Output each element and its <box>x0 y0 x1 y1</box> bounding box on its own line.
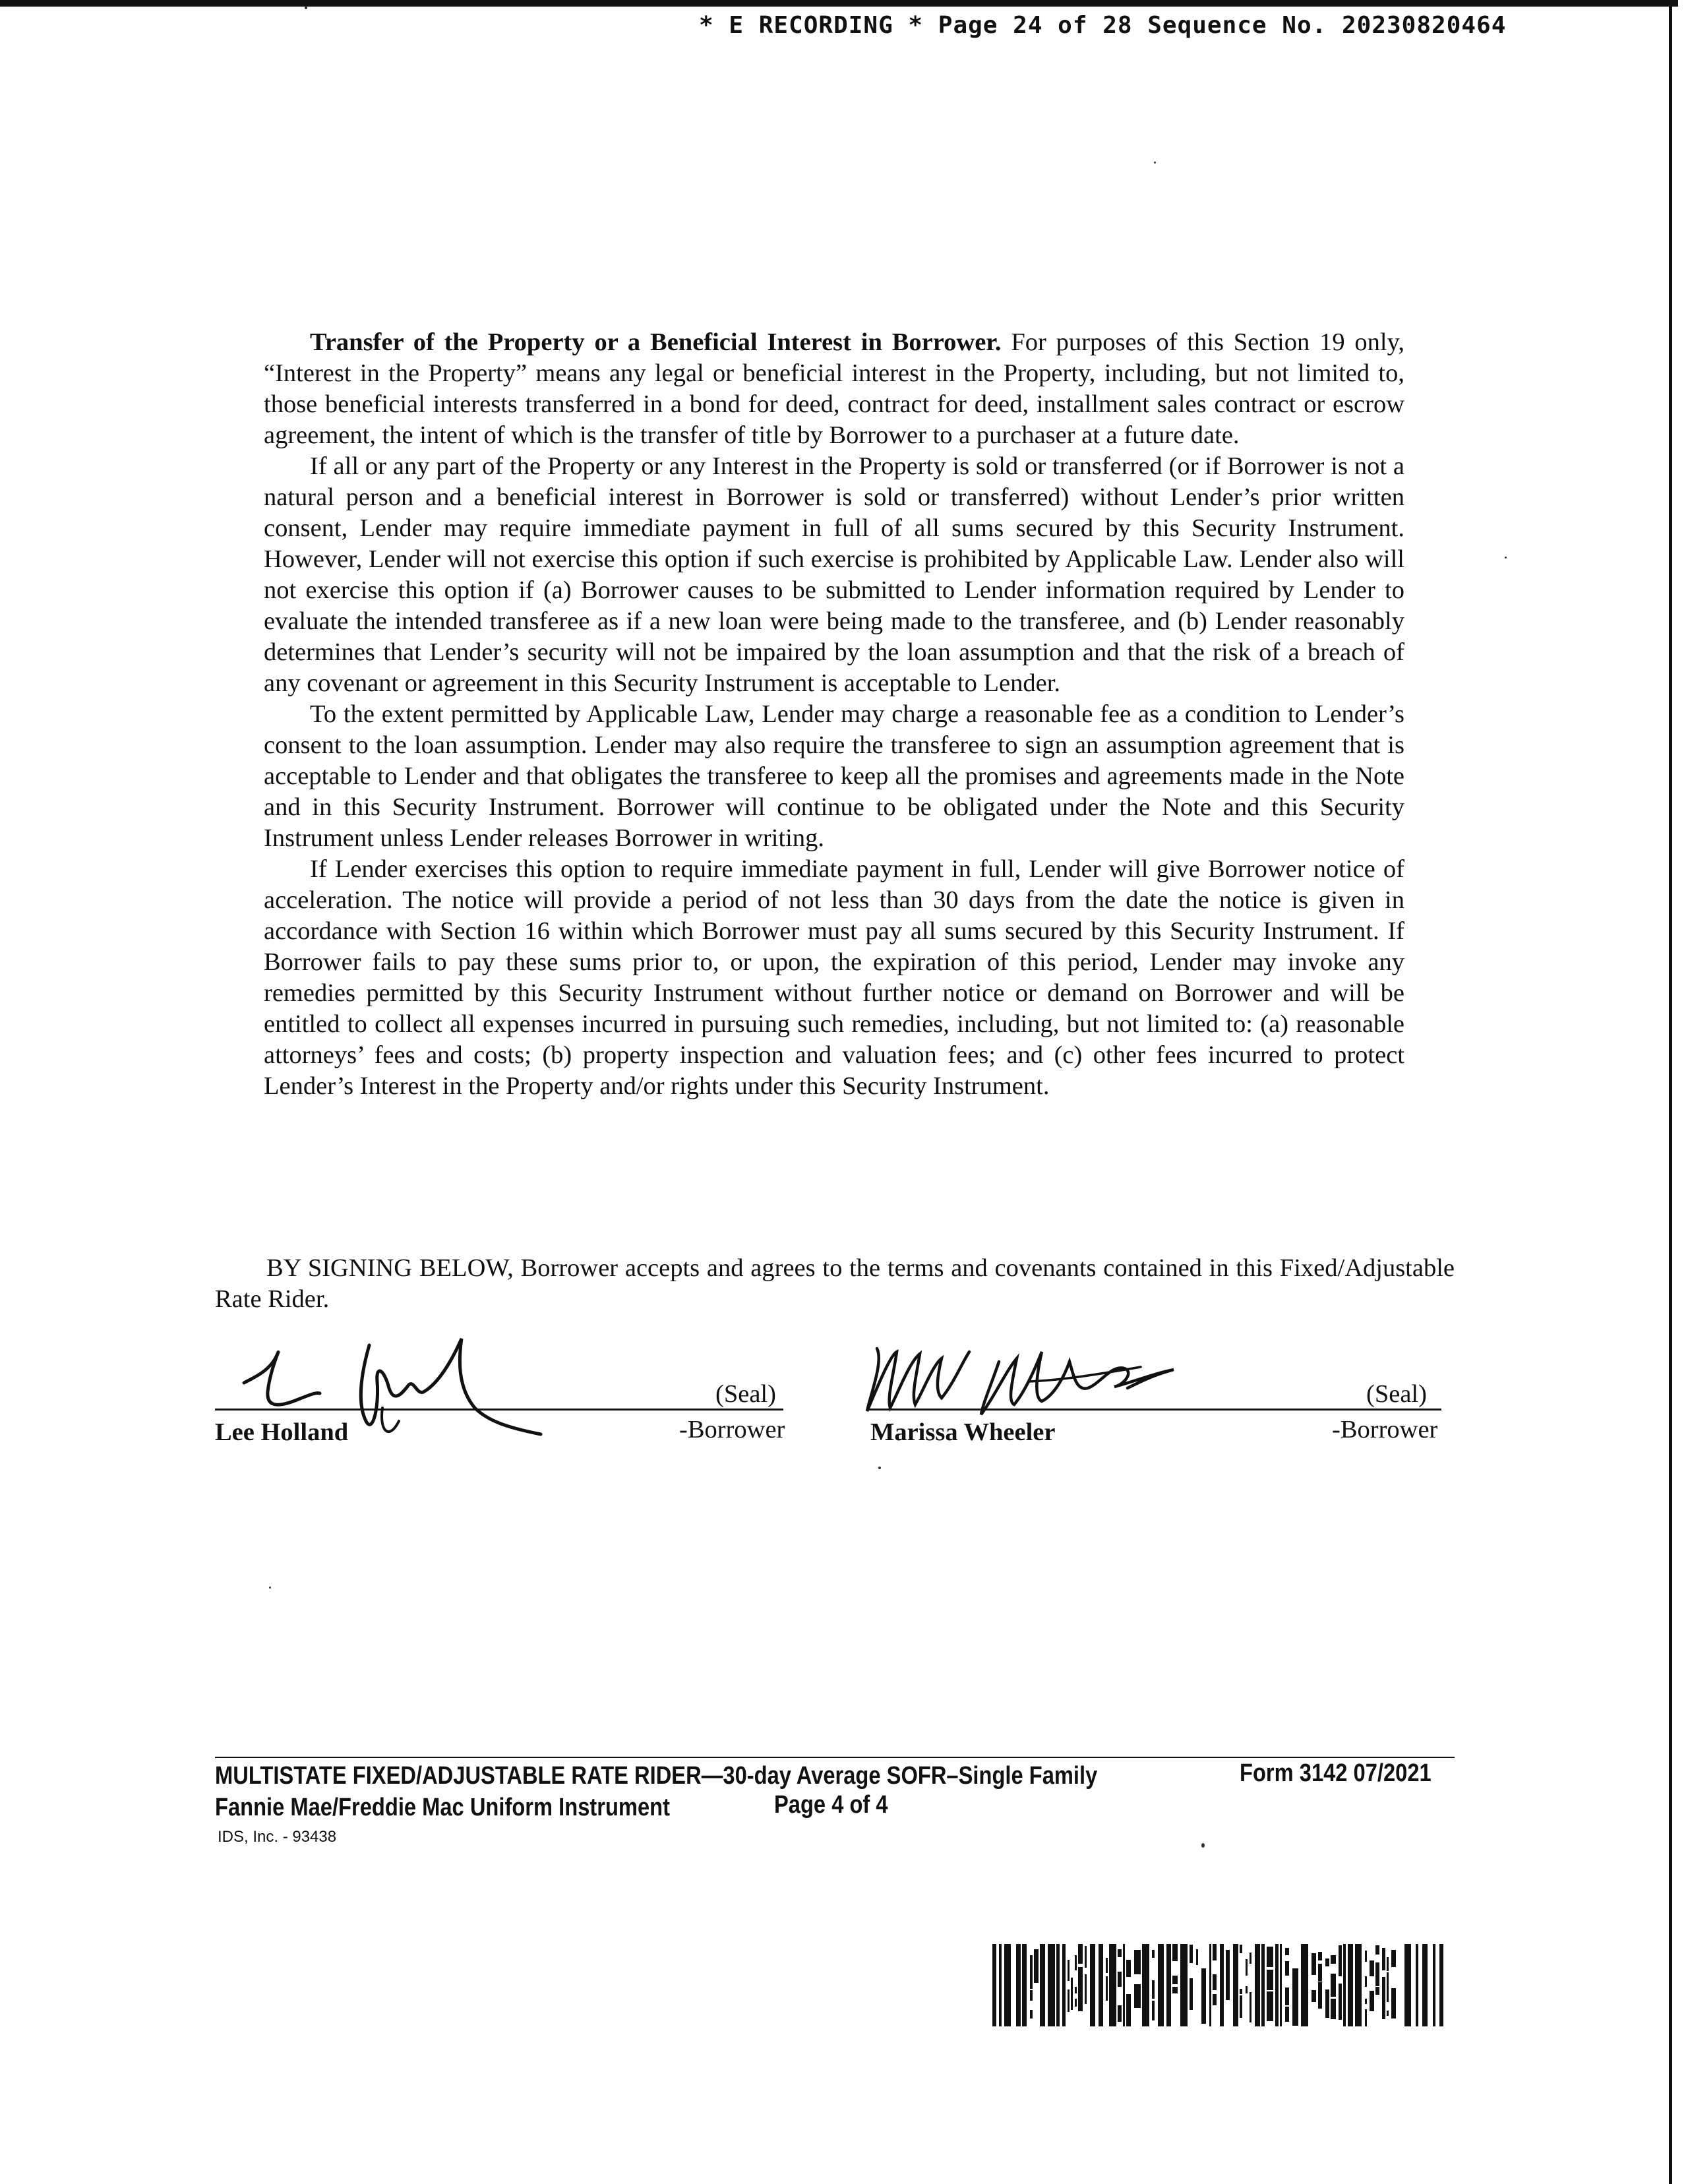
barcode-bar <box>1375 1987 1379 1995</box>
top-border-line <box>0 0 1678 7</box>
barcode-bar <box>1275 1944 1279 2026</box>
barcode-bar <box>1071 1981 1073 2002</box>
signature-line-2 <box>869 1409 1441 1410</box>
barcode-bar <box>1213 1994 1217 2005</box>
barcode-bar <box>1391 1950 1396 1967</box>
barcode-bar <box>1416 1944 1418 2026</box>
barcode-bar <box>1062 1944 1066 2026</box>
barcode-bar <box>1118 1972 1122 1987</box>
barcode-bar <box>1056 1944 1060 2026</box>
barcode-bar <box>1201 2005 1206 2024</box>
barcode-bar <box>1404 1944 1411 2026</box>
barcode-bar <box>1318 1971 1322 1982</box>
barcode-bar <box>1172 1976 1178 1981</box>
barcode-bar <box>1142 1944 1149 2026</box>
barcode-bar <box>1370 1991 1374 2007</box>
barcode-bar <box>1339 1957 1342 1976</box>
barcode-bar <box>1292 1971 1298 1993</box>
barcode-bar <box>1166 1944 1171 2026</box>
barcode-bar <box>1190 1947 1193 1957</box>
seal-label-2: (Seal) <box>1366 1380 1427 1408</box>
barcode-bar <box>1226 1980 1230 1989</box>
barcode-bar <box>1280 1944 1282 2026</box>
barcode-bar <box>1118 2005 1122 2022</box>
barcode-bar <box>1325 1958 1329 1966</box>
barcode-bar <box>1034 1960 1039 1983</box>
barcode-bar <box>1209 1944 1211 2026</box>
signature-line-1 <box>215 1409 783 1410</box>
barcode-bar <box>1085 1980 1087 1993</box>
barcode-bar <box>1240 1995 1242 2018</box>
barcode-bar <box>992 1944 996 2026</box>
barcode-bar <box>1172 1987 1178 1993</box>
paragraph-3: To the extent permitted by Applicable Law, Lender may charge a reasonable fee as a condition to Lender’s consent to the loan assumption. Lender may also require the transferee to sign an assumption agreement that is acceptable to Lender and that obligates the transferee to keep all the promises and agreements made in the Note and in this Security Instrument. Borrower will continue to be obligated under the Note and this Security Instrument unless Lender releases Borrower in writing. <box>264 700 1404 852</box>
barcode-bar <box>1213 1974 1217 1990</box>
paragraph-4: If Lender exercises this option to require immediate payment in full, Lender will give Borrower notice of acceleration. The notice will provide a period of not less than 30 days from the date the notice is given in accordance with Section 16 within which Borrower must pay all sums secured by this Security Instrument. If Borrower fails to pay these sums prior to, or upon, the expiration of this period, Lender may invoke any remedies permitted by this Security Instrument without further notice or demand on Borrower and will be entitled to collect all expenses incurred in pursuing such remedies, including, but not limited to: (a) reasonable attorneys’ fees and costs; (b) property inspection and valuation fees; and (c) other fees incurred to protect Lender’s Interest in the Property and/or rights under this Security Instrument. <box>264 855 1404 1100</box>
form-number: Form 3142 07/2021 <box>1240 1759 1432 1787</box>
barcode-bar <box>1233 1944 1238 2026</box>
signing-statement: BY SIGNING BELOW, Borrower accepts and agrees to the terms and covenants contained in this Fixed/Adjustable Rate Rider. <box>215 1254 1455 1313</box>
barcode-bar <box>1075 1955 1077 1960</box>
barcode-bar <box>1375 1974 1379 1983</box>
signer-name-2: Marissa Wheeler <box>870 1418 1056 1446</box>
barcode-bar <box>1075 1999 1077 2007</box>
barcode-bar <box>1030 1990 1033 2001</box>
recording-header: * E RECORDING * Page 24 of 28 Sequence No. 20230820464 <box>699 12 1507 39</box>
barcode-bar <box>1190 1991 1193 2010</box>
barcode-bar <box>1382 2007 1385 2019</box>
barcode-bar <box>1106 1958 1108 1973</box>
barcode-bar <box>1267 1947 1273 1967</box>
barcode-bar <box>1123 1944 1125 2026</box>
barcode-bar <box>1250 2005 1251 2022</box>
barcode-bar <box>1348 1944 1353 2026</box>
barcode-bar <box>1382 1991 1385 2010</box>
barcode-bar <box>1339 2003 1342 2020</box>
barcode-bar <box>1071 1978 1073 1984</box>
barcode-bar <box>1285 1948 1289 1955</box>
paragraph-1-text: For purposes of this Section 19 only, “Interest in the Property” means any legal or beneficial interest in the Property, including, but not limited to, those beneficial interests transferred in a bond for deed, contract for deed, installment sales contract or escrow agreement, the intent of which is the transfer of title by Borrower to a purchaser at a future date. <box>264 328 1405 449</box>
barcode-bar <box>1285 2007 1289 2022</box>
barcode-bar <box>1030 1955 1033 1980</box>
barcode-bar <box>1267 2013 1273 2020</box>
barcode-bar <box>1267 1976 1273 1990</box>
barcode-bar <box>1387 1961 1389 1969</box>
barcode-bar <box>1126 1960 1131 1977</box>
barcode-bar <box>1267 1991 1273 2008</box>
barcode-bar <box>1365 1976 1367 1987</box>
barcode-bar <box>1213 1946 1217 1960</box>
barcode-bar <box>1267 1970 1273 1978</box>
uniform-instrument: Fannie Mae/Freddie Mac Uniform Instrument <box>215 1794 671 1821</box>
signer-role-1: -Borrower <box>679 1416 785 1443</box>
barcode-bar <box>1311 1958 1316 1975</box>
barcode-bar <box>1370 1960 1374 1976</box>
barcode-bar <box>1085 1946 1087 1963</box>
scan-speck <box>1201 1843 1205 1848</box>
barcode-bar <box>1152 1986 1155 1999</box>
barcode-bar <box>1246 1986 1248 1993</box>
barcode-bar <box>1387 2011 1389 2016</box>
barcode-bar <box>1240 1989 1242 1994</box>
barcode-bar <box>1201 1976 1206 1986</box>
section-heading: Transfer of the Property or a Beneficial Interest in Borrower. <box>310 328 1002 356</box>
barcode-bar <box>1075 1987 1077 1993</box>
barcode-bar <box>1375 1945 1379 1955</box>
barcode <box>992 1944 1444 2026</box>
barcode-bar <box>1172 1950 1178 1961</box>
barcode-bar <box>1048 1944 1055 2026</box>
scan-speck <box>1154 162 1156 164</box>
barcode-bar <box>1075 1960 1077 1970</box>
barcode-bar <box>1068 1989 1070 2012</box>
barcode-bar <box>1343 1944 1346 2026</box>
barcode-bar <box>1030 2010 1033 2018</box>
barcode-bar <box>1090 1944 1095 2026</box>
barcode-bar <box>1250 1953 1251 1964</box>
barcode-bar <box>1422 1944 1428 2026</box>
barcode-bar <box>1071 2002 1073 2010</box>
barcode-bar <box>1318 1952 1322 1960</box>
barcode-bar <box>1331 1955 1336 1964</box>
barcode-bar <box>1134 1962 1141 1974</box>
barcode-bar <box>1285 1961 1289 1976</box>
barcode-bar <box>1201 1998 1206 2008</box>
barcode-bar <box>1301 1944 1308 2026</box>
barcode-bar <box>1078 1993 1083 2011</box>
barcode-bar <box>1180 1944 1188 2026</box>
barcode-bar <box>1004 1944 1011 2026</box>
barcode-bar <box>1220 1944 1224 2026</box>
barcode-bar <box>1196 1951 1198 1964</box>
barcode-bar <box>1068 1960 1070 1981</box>
barcode-bar <box>1339 1945 1342 1957</box>
barcode-bar <box>1311 1990 1316 1995</box>
barcode-bar <box>1240 1945 1242 1953</box>
barcode-bar <box>1126 2005 1131 2026</box>
barcode-bar <box>1109 1944 1116 2026</box>
scan-speck <box>878 1467 881 1469</box>
barcode-bar <box>1250 1992 1251 1997</box>
barcode-bar <box>1339 1984 1342 1995</box>
barcode-bar <box>1226 1950 1230 1964</box>
barcode-bar <box>1106 1991 1108 1999</box>
barcode-bar <box>1099 1944 1103 2026</box>
barcode-bar <box>999 1944 1002 2026</box>
barcode-bar <box>1040 1944 1045 2026</box>
paragraph-1 <box>264 327 1404 451</box>
barcode-bar <box>1118 1949 1122 1957</box>
barcode-bar <box>1382 1948 1385 1970</box>
footer-rule <box>215 1757 1455 1758</box>
barcode-bar <box>1246 1961 1248 1976</box>
right-border-line <box>1669 0 1672 2184</box>
page-number: Page 4 of 4 <box>774 1791 888 1819</box>
barcode-bar <box>1261 1944 1265 2026</box>
scan-speck <box>1505 557 1507 559</box>
vendor-code: IDS, Inc. - 93438 <box>218 1828 337 1846</box>
barcode-bar <box>1022 1944 1027 2026</box>
barcode-bar <box>1439 1944 1443 2026</box>
barcode-bar <box>1365 1999 1367 2004</box>
scan-speck <box>305 7 307 9</box>
barcode-bar <box>1201 1986 1206 1999</box>
barcode-bar <box>1387 1972 1389 1988</box>
barcode-bar <box>1152 1950 1155 1958</box>
section-19-body <box>264 327 1404 1102</box>
signer-role-2: -Borrower <box>1332 1416 1438 1443</box>
form-title: MULTISTATE FIXED/ADJUSTABLE RATE RIDER—30-day Average SOFR–Single Family <box>215 1762 1098 1790</box>
barcode-bar <box>1078 1944 1083 1964</box>
barcode-bar <box>1355 1944 1362 2026</box>
barcode-bar <box>1318 1964 1322 1971</box>
barcode-bar <box>1331 1999 1336 2017</box>
barcode-bar <box>1190 1978 1193 1993</box>
barcode-bar <box>1152 2001 1155 2020</box>
scan-speck <box>269 1587 271 1589</box>
barcode-bar <box>1078 1967 1083 1990</box>
seal-label-1: (Seal) <box>715 1380 776 1408</box>
barcode-bar <box>1255 1944 1260 2026</box>
barcode-bar <box>1325 2001 1329 2007</box>
paragraph-2: If all or any part of the Property or any Interest in the Property is sold or transferred (or if Borrower is not a natural person and a beneficial interest in Borrower is sold or transferred) without Lender’s prior written consent, Lender may require immediate payment in full of all sums secured by this Security Instrument. However, Lender will not exercise this option if such exercise is prohibited by Applicable Law. Lender also will not exercise this option if (a) Borrower causes to be submitted to Lender information required by Lender to evaluate the intended transferee as if a new loan were being made to the transferee, and (b) Lender reasonably determines that Lender’s security will not be impaired by the loan assumption and that the risk of a breach of any covenant or agreement in this Security Instrument is acceptable to Lender. <box>264 452 1404 697</box>
barcode-bar <box>1365 2009 1367 2026</box>
barcode-bar <box>1365 1951 1367 1962</box>
barcode-bar <box>1158 1944 1164 2026</box>
barcode-bar <box>1331 1979 1336 1992</box>
barcode-bar <box>1134 1984 1141 2008</box>
barcode-bar <box>1226 1970 1230 1976</box>
signer-name-1: Lee Holland <box>215 1418 349 1446</box>
barcode-bar <box>1433 1944 1435 2026</box>
barcode-bar <box>1292 1994 1298 2013</box>
barcode-bar <box>1285 1987 1289 2005</box>
barcode-bar <box>1325 2011 1329 2018</box>
barcode-bar <box>1318 1985 1322 1990</box>
barcode-bar <box>1292 2011 1298 2017</box>
barcode-bar <box>1016 1944 1021 2026</box>
barcode-bar <box>1318 1997 1322 2009</box>
barcode-bar <box>1391 2001 1396 2018</box>
